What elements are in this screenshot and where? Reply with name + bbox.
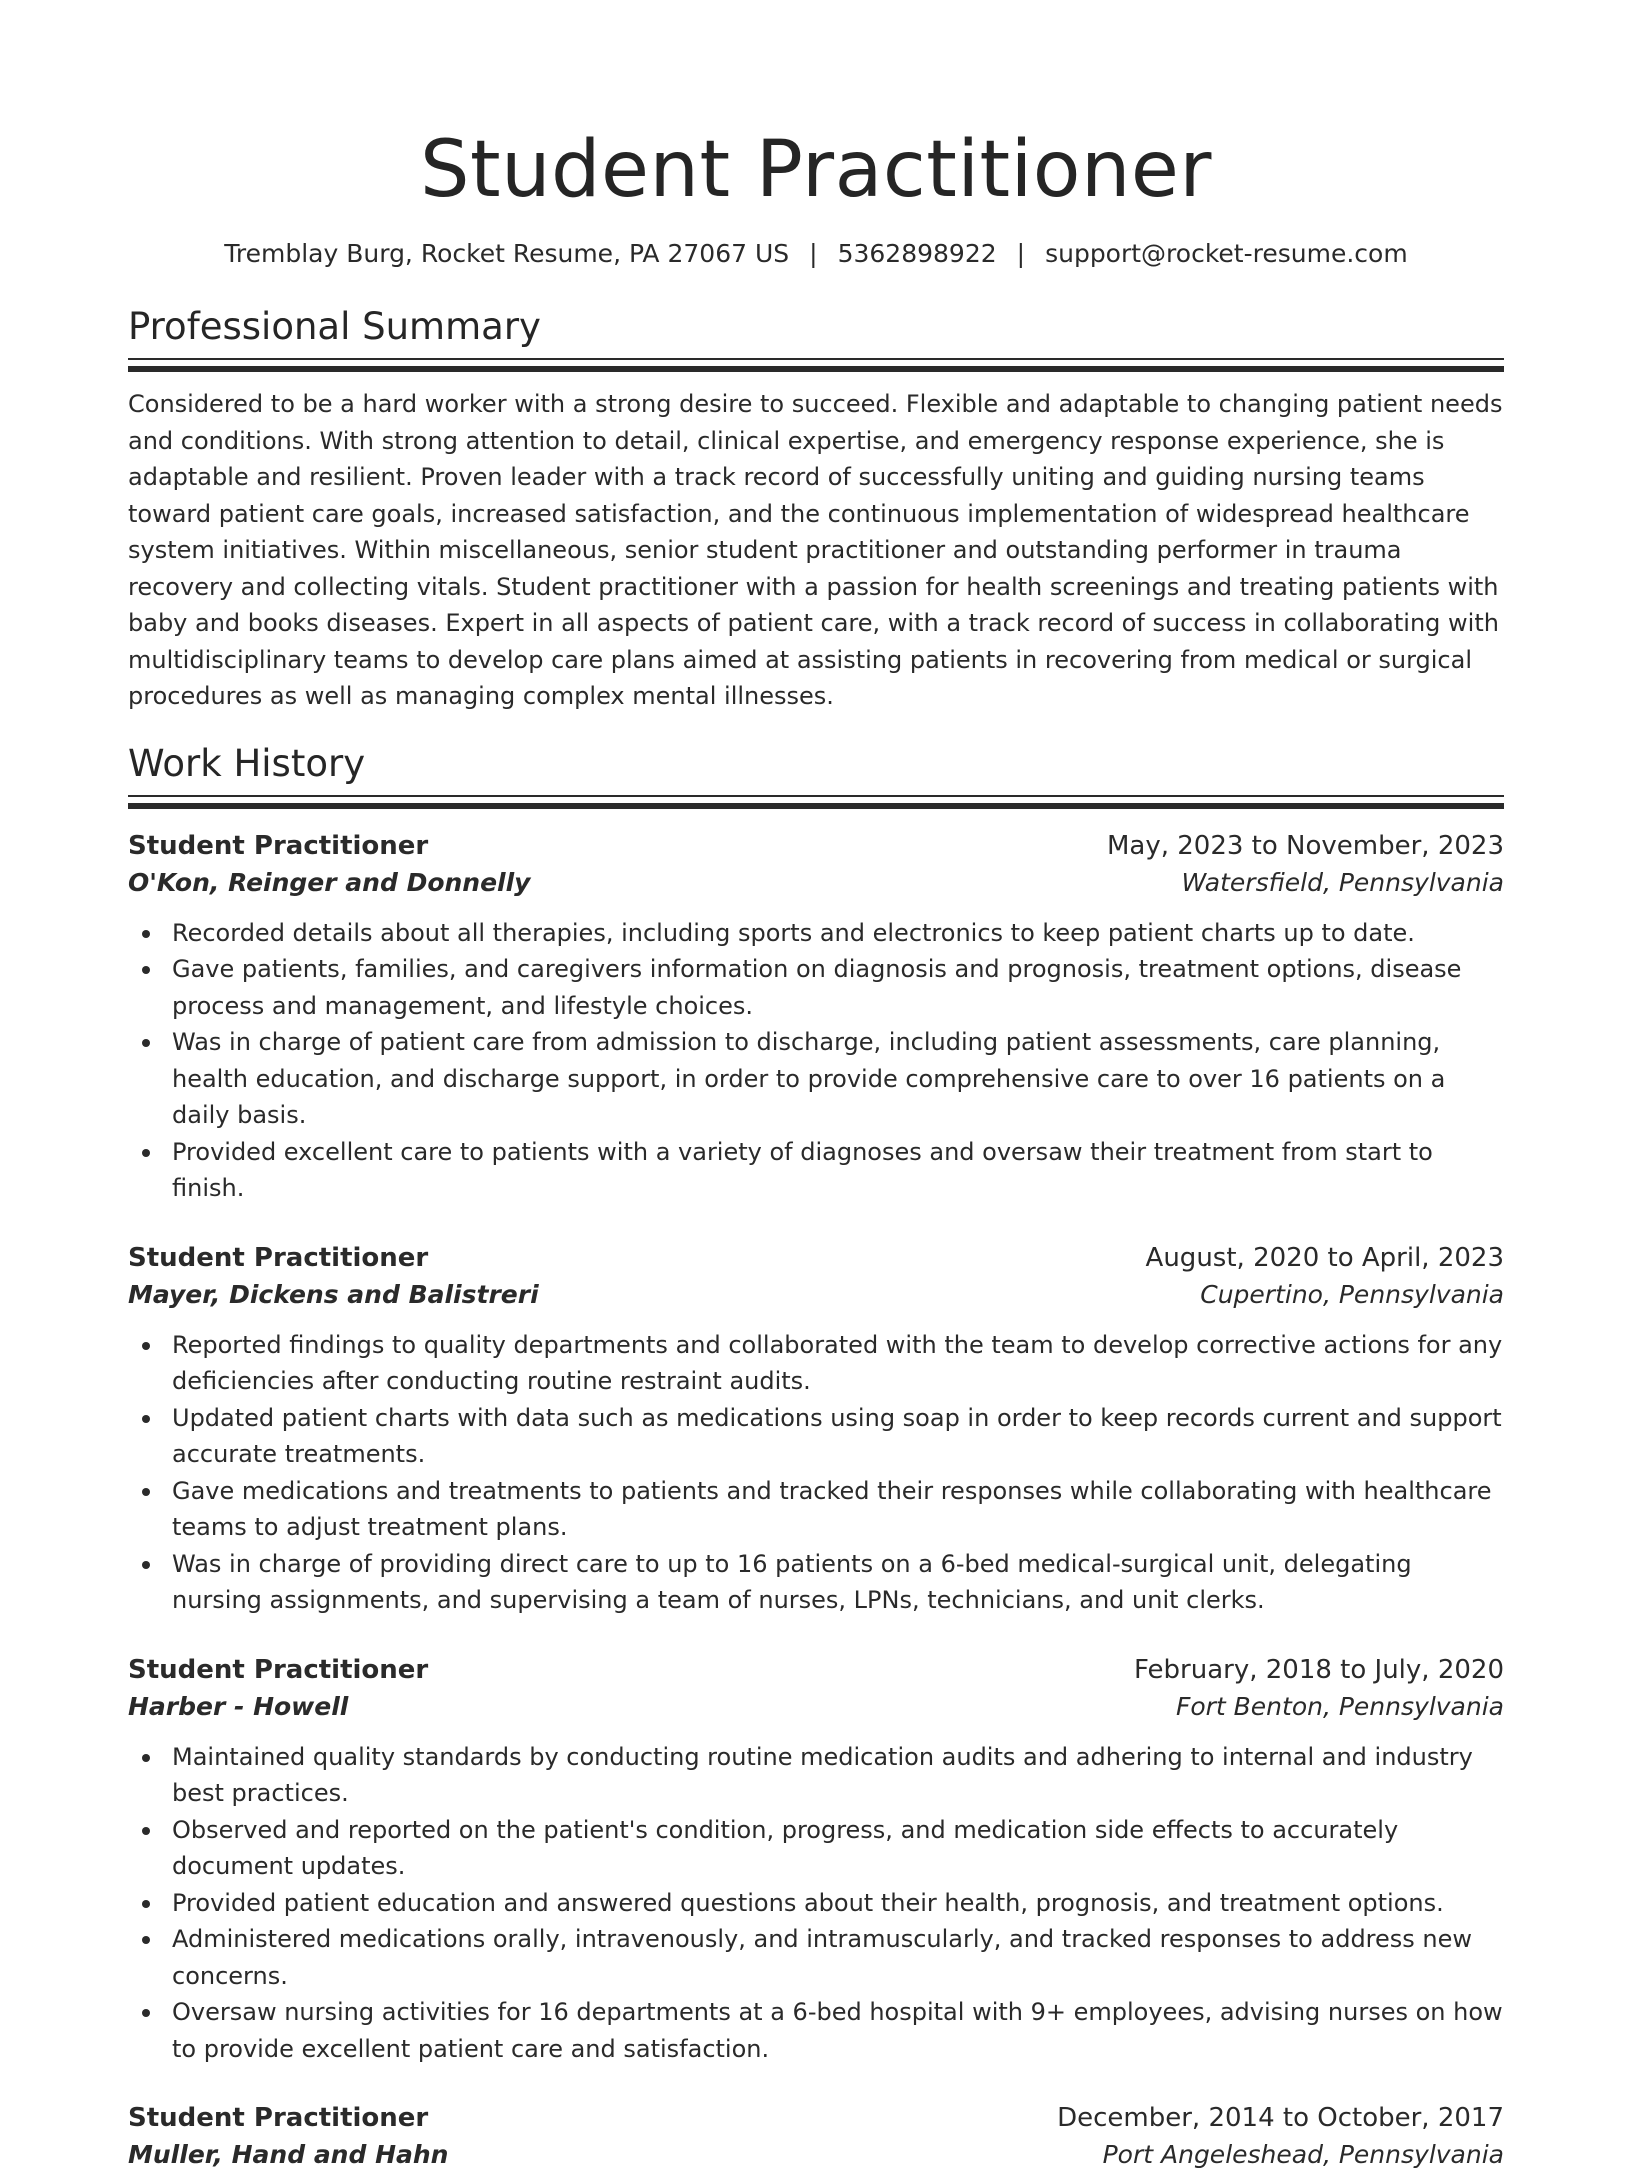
job-location: Watersfield, Pennsylvania (1181, 863, 1504, 903)
contact-phone: 5362898922 (838, 239, 997, 268)
job-title: Student Practitioner (128, 1653, 428, 1687)
job-location: Cupertino, Pennsylvania (1200, 1275, 1504, 1315)
job-title: Student Practitioner (128, 829, 428, 863)
job-company-row (128, 2135, 1504, 2175)
job-bullet-text: Reported findings to quality departments and collaborated with the team to develop corrective actions for any deficiencies after conducting routine restraint audits. (172, 1331, 1502, 1396)
bullet-dot-icon (142, 1900, 150, 1908)
job-company-row (128, 863, 1504, 903)
bullet-dot-icon (142, 1342, 150, 1350)
job-header-row (128, 1653, 1504, 1687)
bullet-dot-icon (142, 1936, 150, 1944)
job-company: Muller, Hand and Hahn (128, 2135, 448, 2175)
job-dates: February, 2018 to July, 2020 (1134, 1653, 1504, 1687)
resume-name: Student Practitioner (128, 122, 1504, 218)
job-location: Port Angeleshead, Pennsylvania (1103, 2135, 1504, 2175)
job-bullet-text: Gave medications and treatments to patients and tracked their responses while collaborating with healthcare teams to adjust treatment plans. (172, 1477, 1492, 1542)
job-bullet-text: Updated patient charts with data such as medications using soap in order to keep records current and support accurate treatments. (172, 1404, 1502, 1469)
job-entry (128, 2101, 1504, 2175)
resume-page (128, 0, 1504, 2175)
bullet-dot-icon (142, 1488, 150, 1496)
job-title: Student Practitioner (128, 2101, 428, 2135)
bullet-dot-icon (142, 930, 150, 938)
job-bullet (128, 1024, 1504, 1134)
job-bullet (128, 1546, 1504, 1619)
job-bullet (128, 1134, 1504, 1207)
job-bullet (128, 915, 1504, 952)
job-bullet (128, 1473, 1504, 1546)
job-bullet-text: Provided patient education and answered questions about their health, prognosis, and treatment options. (172, 1889, 1444, 1917)
bullet-dot-icon (142, 2009, 150, 2017)
bullet-dot-icon (142, 966, 150, 974)
job-location: Fort Benton, Pennsylvania (1176, 1687, 1504, 1727)
bullet-dot-icon (142, 1561, 150, 1569)
work-history-section (128, 741, 1504, 2175)
job-company: O'Kon, Reinger and Donnelly (128, 863, 530, 903)
job-bullet-list (128, 915, 1504, 1207)
job-entry (128, 1653, 1504, 2068)
job-bullet (128, 1994, 1504, 2067)
job-header-row (128, 829, 1504, 863)
job-dates: May, 2023 to November, 2023 (1107, 829, 1504, 863)
section-divider (128, 795, 1504, 809)
job-title: Student Practitioner (128, 1241, 428, 1275)
professional-summary-section (128, 304, 1504, 715)
job-bullet (128, 1739, 1504, 1812)
job-dates: December, 2014 to October, 2017 (1057, 2101, 1504, 2135)
job-bullet (128, 951, 1504, 1024)
job-header-row (128, 2101, 1504, 2135)
job-bullet-text: Maintained quality standards by conducting routine medication audits and adhering to internal and industry best practices. (172, 1743, 1473, 1808)
job-company: Mayer, Dickens and Balistreri (128, 1275, 539, 1315)
job-bullet-list (128, 1739, 1504, 2068)
job-list (128, 829, 1504, 2175)
bullet-dot-icon (142, 1827, 150, 1835)
job-bullet-text: Was in charge of patient care from admission to discharge, including patient assessments, care planning, health education, and discharge support, in order to provide comprehensive care to over 16 patients on a daily basis. (172, 1028, 1445, 1129)
job-bullet (128, 1921, 1504, 1994)
job-bullet-text: Was in charge of providing direct care to up to 16 patients on a 6-bed medical-surgical unit, delegating nursing assignments, and supervising a team of nurses, LPNs, technicians, and unit clerks. (172, 1550, 1412, 1615)
job-company: Harber - Howell (128, 1687, 348, 1727)
job-entry (128, 1241, 1504, 1619)
job-bullet (128, 1812, 1504, 1885)
job-entry (128, 829, 1504, 1207)
summary-text: Considered to be a hard worker with a strong desire to succeed. Flexible and adaptable to changing patient needs and conditions. With strong attention to detail, clinical expertise, and emergency response experience, she is adaptable and resilient. Proven leader with a track record of successfully uniting and guiding nursing teams toward patient care goals, increased satisfaction, and the continuous implementation of widespread healthcare system initiatives. Within miscellaneous, senior student practitioner and outstanding performer in trauma recovery and collecting vitals. Student practitioner with a passion for health screenings and treating patients with baby and books diseases. Expert in all aspects of patient care, with a track record of success in collaborating with multidisciplinary teams to develop care plans aimed at assisting patients in recovering from medical or surgical procedures as well as managing complex mental illnesses. (128, 386, 1504, 715)
contact-address: Tremblay Burg, Rocket Resume, PA 27067 US (224, 239, 789, 268)
job-bullet (128, 1327, 1504, 1400)
job-bullet-text: Recorded details about all therapies, including sports and electronics to keep patient charts up to date. (172, 919, 1415, 947)
bullet-dot-icon (142, 1415, 150, 1423)
bullet-dot-icon (142, 1039, 150, 1047)
contact-email: support@rocket-resume.com (1045, 239, 1408, 268)
section-title-summary: Professional Summary (128, 304, 1504, 350)
job-bullet-text: Administered medications orally, intravenously, and intramuscularly, and tracked responses to address new concerns. (172, 1925, 1472, 1990)
job-bullet-text: Gave patients, families, and caregivers information on diagnosis and prognosis, treatment options, disease process and management, and lifestyle choices. (172, 955, 1461, 1020)
job-header-row (128, 1241, 1504, 1275)
job-bullet (128, 1885, 1504, 1922)
contact-separator: | (1017, 238, 1025, 270)
job-dates: August, 2020 to April, 2023 (1146, 1241, 1504, 1275)
contact-line (128, 238, 1504, 270)
bullet-dot-icon (142, 1149, 150, 1157)
section-divider (128, 358, 1504, 372)
job-company-row (128, 1687, 1504, 1727)
section-title-work-history: Work History (128, 741, 1504, 787)
job-company-row (128, 1275, 1504, 1315)
job-bullet-text: Provided excellent care to patients with a variety of diagnoses and oversaw their treatment from start to finish. (172, 1138, 1433, 1203)
bullet-dot-icon (142, 1754, 150, 1762)
job-bullet (128, 1400, 1504, 1473)
job-bullet-list (128, 1327, 1504, 1619)
job-bullet-text: Oversaw nursing activities for 16 departments at a 6-bed hospital with 9+ employees, advising nurses on how to provide excellent patient care and satisfaction. (172, 1998, 1503, 2063)
job-bullet-text: Observed and reported on the patient's condition, progress, and medication side effects to accurately document updates. (172, 1816, 1398, 1881)
contact-separator: | (809, 238, 817, 270)
